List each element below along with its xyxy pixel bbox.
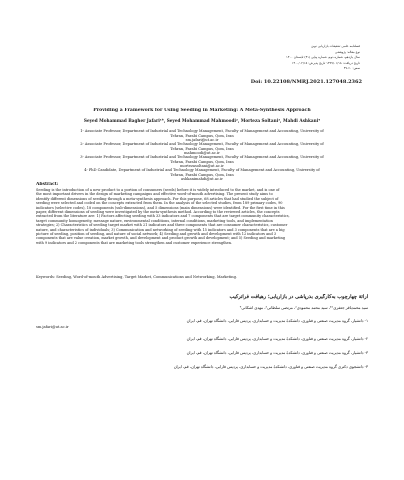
email-link[interactable]: mahmoodi@ut.ac.ir — [184, 151, 220, 156]
affiliation-fa-4: ۴- دانشجوی دکتری گروه مدیریت صنعتی و فناوری، دانشکدهٔ مدیریت و حسابداری، پردیس فارابی، دانشگاه تهران، قم، ایران — [173, 364, 368, 369]
affiliation-fa-1: ۱- دانشیار، گروه مدیریت صنعتی و فناوری، دانشکدهٔ مدیریت و حسابداری، پردیس فارابی، دانشگاه تهران، قم، ایران — [186, 318, 368, 323]
affiliation-en-1: 1- Associate Professor, Department of Industrial and Technology Management, Faculty of Management and Accounting, University of Tehran, Farabi Campus, Qom, Iran sm.jafari@ut.ac.ir — [36, 129, 368, 143]
keywords: Keywords: Seeding, Word-of-mouth Advertising, Target Market, Communications and Networking, Marketing. — [36, 275, 238, 279]
email-link[interactable]: mortezasoltani@ut.ac.ir — [180, 164, 224, 169]
affiliation-en-3: 3- Associate Professor, Department of Industrial and Technology Management, Faculty of Management and Accounting, University of Tehran, Farabi Campus, Qom, Iran mortezasoltani@ut.ac.ir — [36, 155, 368, 169]
email-link[interactable]: sm.jafari@ut.ac.ir — [185, 138, 219, 143]
abstract-heading: Abstract: — [36, 182, 59, 187]
title-fa: ارائهٔ چهارچوب به‌کارگیری بذرپاشی در بازاریابی؛ رهیافت فراترکیب — [229, 294, 368, 300]
journal-name: فصلنامه علمی تحقیقات بازاریابی نوین — [311, 44, 360, 48]
abstract-body: Seeding is the introduction of a new product to a portion of consumers (seeds) before it is widely introduced to the market, and is one of the most important drivers in the design of marketing campaigns and effective word-of-mouth advertising. The present study aims to identify different dimensions of seeding through a meta-synthesis approach. For this purpose, 68 articles that had studied the subject of seeding were selected and coded on the concepts extracted from them. In the analysis of the selected studies, from 189 primary codes, 90 indicators (selective codes), 18 components (sub-dimensions), and 5 dimensions (main dimensions) were identified. For the first time in this paper, different dimensions of seeding were investigated by the meta-synthesis method. According to the reviewed articles, the concepts extracted from the literature are: 1) Factors affecting seeding with 33 indicators and 7 components that are target community characteristics, target community homogeneity, message nature, environmental conditions, internal conditions, marketing tools, and implementation strategies; 2) Characteristics of seeding target market with 21 indicators and three components that are consumer characteristics, customer nature, and characteristics of individuals; 3) Communication and networking of seeding with 15 indicators and 3 components that are a big picture of seeding, position of seeding, and nature of social network; 4) Seeding and growth and development with 12 indicators and 3 components that are value creation, market growth, and development and product growth and development; and 5) Seeding and marketing with 9 indicators and 2 components that are marketing tools strengthen and customer experience strengthen. — [36, 188, 290, 245]
email-link[interactable]: ashkanimahdi@ut.ac.ir — [180, 177, 224, 182]
email-fa[interactable]: sm.jafari@ut.ac.ir — [36, 325, 69, 329]
affiliation-fa-3: ۳- دانشیار، گروه مدیریت صنعتی و فناوری، دانشکدهٔ مدیریت و حسابداری، پردیس فارابی، دانشگاه تهران، قم، ایران — [186, 350, 368, 355]
authors-en: Seyed Mohammad Bagher Jafari¹*, Seyed Mohammad Mahmoodi², Morteza Soltani³, Mahdi Ashkani⁴ — [83, 118, 321, 123]
journal-issue: سال یازدهم، شماره دوم، شماره پیاپی (۴۱) تابستان ۱۴۰۰ — [286, 55, 360, 60]
journal-header — [200, 44, 360, 72]
article-type: نوع مقاله: پژوهشی — [334, 49, 360, 54]
doi[interactable]: Doi: 10.22108/NMRJ.2021.127048.2362 — [250, 79, 362, 85]
affiliation-fa-2: ۲- دانشیار، گروه مدیریت صنعتی و فناوری، دانشکدهٔ مدیریت و حسابداری، پردیس فارابی، دانشگاه تهران، قم، ایران — [186, 336, 368, 341]
affiliation-en-2: 2- Associate Professor, Department of Industrial and Technology Management, Faculty of Management and Accounting, University of Tehran, Farabi Campus, Qom, Iran mahmoodi@ut.ac.ir — [36, 142, 368, 156]
authors-fa: سید محمدباقر جعفری¹*، سید محمد محمودی²، مرتضی سلطانی³، مهدی اشکانی⁴ — [239, 305, 368, 310]
affiliation-en-4: 4- PhD Candidate, Department of Industrial and Technology Management, Faculty of Management and Accounting, University of Tehran, Farabi Campus, Qom, Iran ashkanimahdi@ut.ac.ir — [36, 168, 368, 182]
title-en: Providing a Framework for Using Seeding in Marketing: A Meta-Synthesis Approach — [93, 108, 311, 113]
journal-dates: تاریخ دریافت: ۱۳۹۹/۰۱/۱۸ تاریخ پذیرش: ۱۴۰۰/۰۲/۱۵ — [291, 60, 360, 65]
journal-pages: صص: ۶۰-۴۷ — [343, 66, 360, 71]
